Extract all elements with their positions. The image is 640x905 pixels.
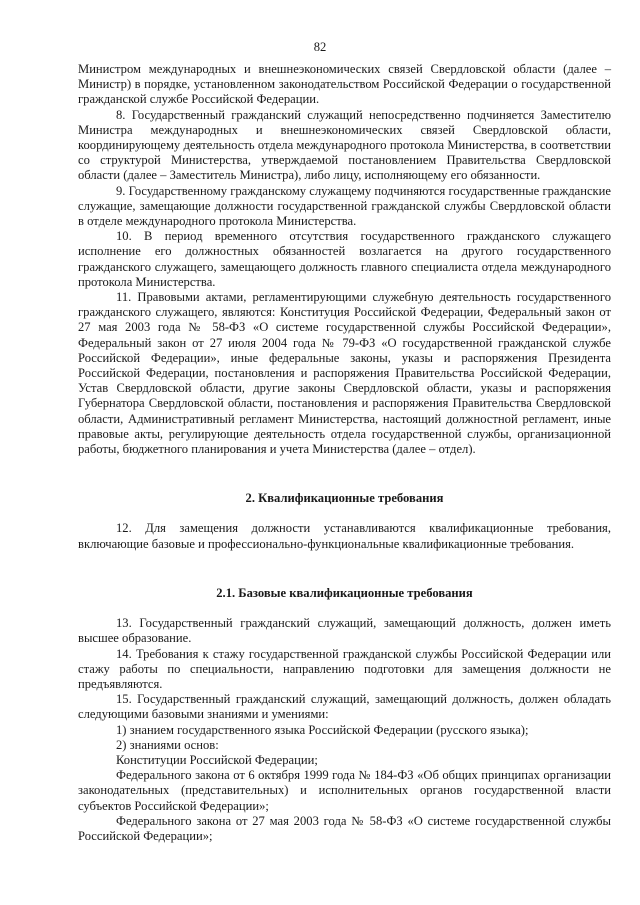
paragraph-11: 11. Правовыми актами, регламентирующими служебную деятельность государственного гражданского служащего, являются: Конституция Российской Федерации, Федеральный закон от 27 мая 2003 года № 58-ФЗ «О системе государственной службы Российской Федерации», Федеральный закон от 27 июля 2004 года № 79-ФЗ «О государственной гражданской службе Российской Федерации», иные федеральные законы, указы и распоряжения Президента Российской Федерации, постановления и распоряжения Правительства Российской Федерации, Устав Свердловской области, другие законы Свердловской области, указы и распоряжения Губернатора Свердловской области, постановления и распоряжения Правительства Свердловской области, Административный регламент Министерства, настоящий должностной регламент, иные правовые акты, регулирующие деятельность отдела государственной службы, организационной работы, бюджетного планирования и учета Министерства (далее – отдел).	[78, 290, 611, 457]
paragraph-14: 14. Требования к стажу государственной гражданской службы Российской Федерации или стажу работы по специальности, направлению подготовки для замещения должности не предъявляются.	[78, 646, 611, 691]
spacer	[78, 601, 611, 616]
section-2-1-heading: 2.1. Базовые квалификационные требования	[216, 585, 473, 600]
spacer	[78, 552, 611, 586]
paragraph-12: 12. Для замещения должности устанавливаются квалификационные требования, включающие базовые и профессионально-функциональные квалификационные требования.	[78, 521, 611, 551]
list-subitem-law-58: Федерального закона от 27 мая 2003 года № 58-ФЗ «О системе государственной службы Российской Федерации»;	[78, 813, 611, 843]
paragraph-15: 15. Государственный гражданский служащий, замещающий должность, должен обладать следующими базовыми знаниями и умениями:	[78, 692, 611, 722]
paragraph-13: 13. Государственный гражданский служащий, замещающий должность, должен иметь высшее образование.	[78, 616, 611, 646]
page-number: 82	[313, 40, 327, 54]
list-subitem-law-184: Федерального закона от 6 октября 1999 года № 184-ФЗ «Об общих принципах организации законодательных (представительных) и исполнительных органов государственной власти субъектов Российской Федерации»;	[78, 768, 611, 813]
list-item-2: 2) знаниями основ:	[116, 737, 219, 752]
paragraph-10: 10. В период временного отсутствия государственного гражданского служащего исполнение его должностных обязанностей возлагается на другого государственного гражданского служащего, замещающего должность главного специалиста отдела международного протокола Министерства.	[78, 229, 611, 289]
spacer	[78, 506, 611, 521]
paragraph-continuation: Министром международных и внешнеэкономических связей Свердловской области (далее – Министр) в порядке, установленном законодательством Российской Федерации о государственной гражданской службе Российской Федерации.	[78, 62, 611, 107]
paragraph-8: 8. Государственный гражданский служащий непосредственно подчиняется Заместителю Министра международных и внешнеэкономических связей Свердловской области, координирующему деятельность отдела международного протокола Министерства, в соответствии со структурой Министерства, утверждаемой постановлением Правительства Свердловской области (далее – Заместитель Министра), либо лицу, исполняющему его обязанности.	[78, 107, 611, 183]
paragraph-9: 9. Государственному гражданскому служащему подчиняются государственные гражданские служащие, замещающие должности государственной гражданской службы Свердловской области в отделе международного протокола Министерства.	[78, 183, 611, 229]
list-item-1: 1) знанием государственного языка Российской Федерации (русского языка);	[116, 722, 529, 737]
spacer	[78, 457, 611, 491]
list-subitem-constitution: Конституции Российской Федерации;	[116, 752, 318, 767]
section-2-heading: 2. Квалификационные требования	[245, 491, 444, 506]
document-body	[78, 62, 611, 844]
